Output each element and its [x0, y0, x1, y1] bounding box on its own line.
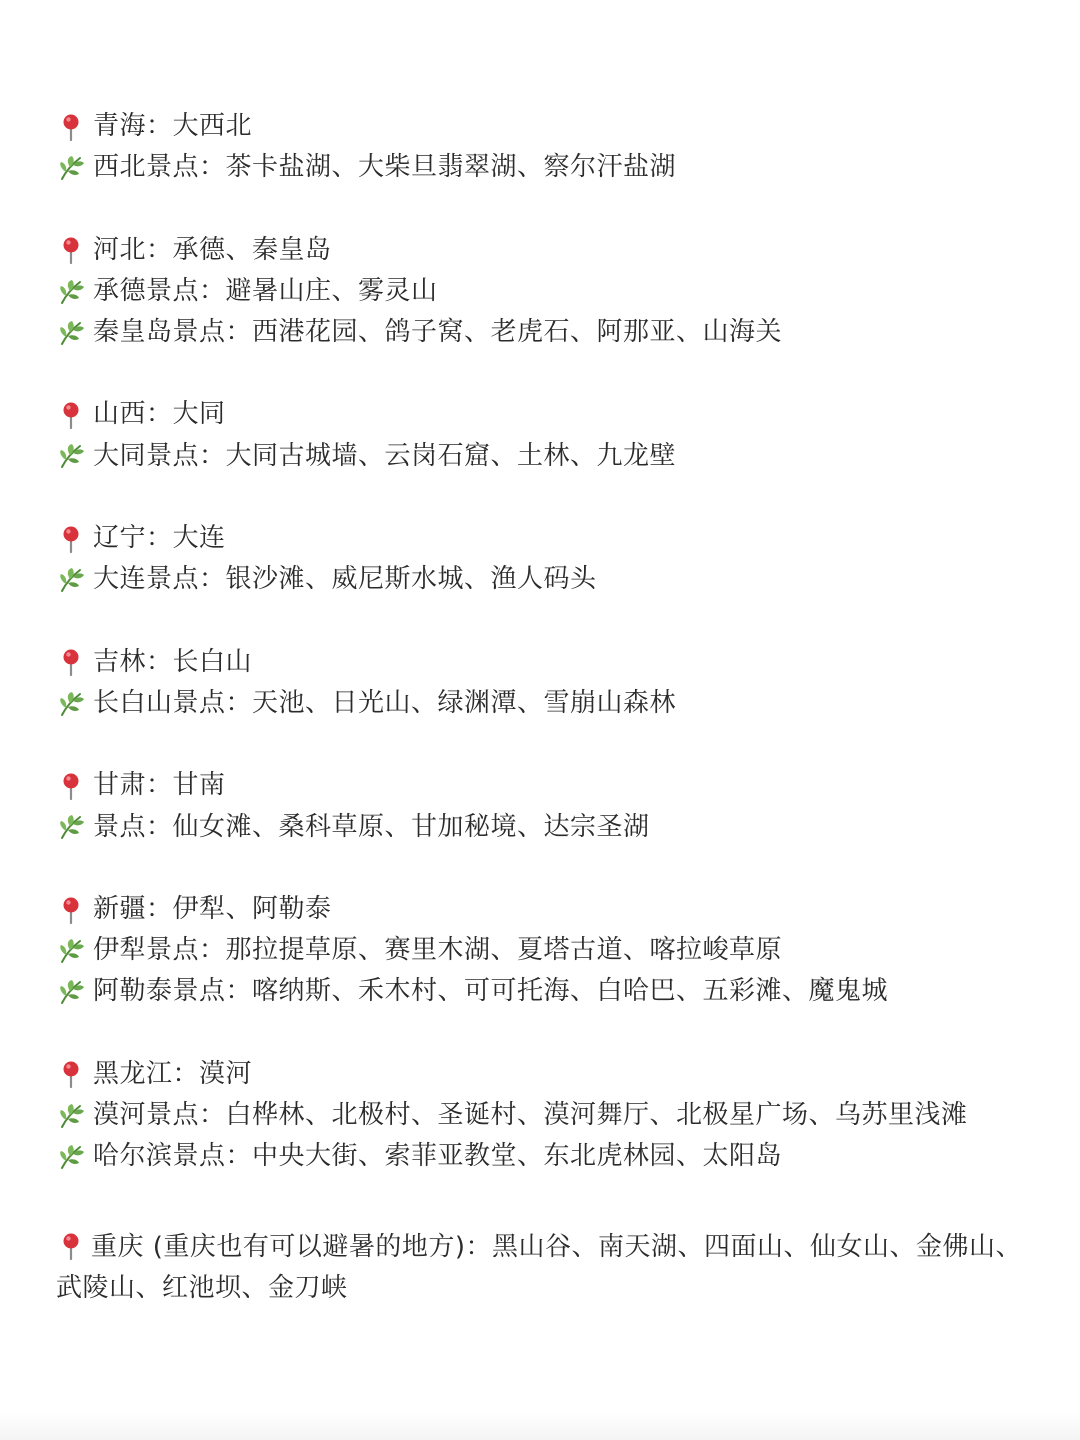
- spots-line: [56, 1095, 1046, 1136]
- round-pushpin-icon: [56, 112, 86, 142]
- round-pushpin-icon: [56, 1231, 86, 1261]
- spots-line: [56, 807, 1046, 848]
- spots-line: [56, 271, 1046, 312]
- spots-line: [56, 436, 1046, 477]
- region-header: [56, 765, 1046, 806]
- region-section: [56, 518, 1046, 601]
- region-section: [56, 394, 1046, 477]
- spots-text: 伊犁景点：那拉提草原、赛里木湖、夏塔古道、喀拉峻草原: [93, 935, 783, 966]
- region-header: [56, 106, 1046, 147]
- spots-text: 景点：仙女滩、桑科草原、甘加秘境、达宗圣湖: [93, 811, 650, 842]
- spots-text: 阿勒泰景点：喀纳斯、禾木村、可可托海、白哈巴、五彩滩、魔鬼城: [93, 976, 889, 1007]
- region-section: [56, 230, 1046, 354]
- region-header: [56, 889, 1046, 930]
- region-header: [56, 394, 1046, 435]
- herb-leaf-icon: [56, 565, 86, 595]
- herb-leaf-icon: [56, 689, 86, 719]
- spots-text: 秦皇岛景点：西港花园、鸽子窝、老虎石、阿那亚、山海关: [93, 317, 783, 348]
- round-pushpin-icon: [56, 400, 86, 430]
- herb-leaf-icon: [56, 1101, 86, 1131]
- spots-text: 承德景点：避暑山庄、雾灵山: [93, 275, 438, 306]
- herb-leaf-icon: [56, 441, 86, 471]
- region-header-text: 山西：大同: [93, 399, 226, 430]
- spots-line: [56, 147, 1046, 188]
- spots-text: 大同景点：大同古城墙、云岗石窟、土林、九龙壁: [93, 440, 677, 471]
- spots-line: [56, 312, 1046, 353]
- region-section: [56, 642, 1046, 725]
- region-header-text: 河北：承德、秦皇岛: [93, 234, 332, 265]
- region-header-text: 辽宁：大连: [93, 523, 226, 554]
- spots-line: [56, 930, 1046, 971]
- region-section: [56, 765, 1046, 848]
- chongqing-text: 重庆 (重庆也有可以避暑的地方)：黑山谷、南天湖、四面山、仙女山、金佛山、武陵山、红池坝、金刀峡: [56, 1231, 1023, 1303]
- round-pushpin-icon: [56, 235, 86, 265]
- herb-leaf-icon: [56, 812, 86, 842]
- spots-line: [56, 683, 1046, 724]
- spots-text: 漠河景点：白桦林、北极村、圣诞村、漠河舞厅、北极星广场、乌苏里浅滩: [93, 1100, 968, 1131]
- region-header: [56, 642, 1046, 683]
- herb-leaf-icon: [56, 977, 86, 1007]
- travel-list: [56, 106, 1046, 1309]
- round-pushpin-icon: [56, 647, 86, 677]
- round-pushpin-icon: [56, 1059, 86, 1089]
- spots-line: [56, 971, 1046, 1012]
- spots-text: 长白山景点：天池、日光山、绿渊潭、雪崩山森林: [93, 687, 677, 718]
- region-header-text: 新疆：伊犁、阿勒泰: [93, 893, 332, 924]
- region-header-text: 黑龙江：漠河: [93, 1058, 253, 1089]
- herb-leaf-icon: [56, 1142, 86, 1172]
- herb-leaf-icon: [56, 318, 86, 348]
- herb-leaf-icon: [56, 277, 86, 307]
- spots-text: 哈尔滨景点：中央大街、索菲亚教堂、东北虎林园、太阳岛: [93, 1141, 783, 1172]
- chongqing-section: [56, 1227, 1041, 1310]
- region-header-text: 青海：大西北: [93, 111, 253, 141]
- region-section: [56, 889, 1046, 1013]
- spots-line: [56, 559, 1046, 600]
- herb-leaf-icon: [56, 936, 86, 966]
- region-header-text: 吉林：长白山: [93, 646, 253, 677]
- region-header: [56, 230, 1046, 271]
- region-section: [56, 1054, 1046, 1178]
- herb-leaf-icon: [56, 153, 86, 183]
- spots-text: 西北景点：茶卡盐湖、大柴旦翡翠湖、察尔汗盐湖: [93, 152, 677, 183]
- region-header-text: 甘肃：甘南: [93, 770, 226, 801]
- region-header: [56, 1054, 1046, 1095]
- region-header: [56, 518, 1046, 559]
- round-pushpin-icon: [56, 524, 86, 554]
- region-section: [56, 106, 1046, 189]
- round-pushpin-icon: [56, 771, 86, 801]
- spots-text: 大连景点：银沙滩、威尼斯水城、渔人码头: [93, 564, 597, 595]
- spots-line: [56, 1136, 1046, 1177]
- round-pushpin-icon: [56, 895, 86, 925]
- bottom-edge: [0, 1412, 1080, 1440]
